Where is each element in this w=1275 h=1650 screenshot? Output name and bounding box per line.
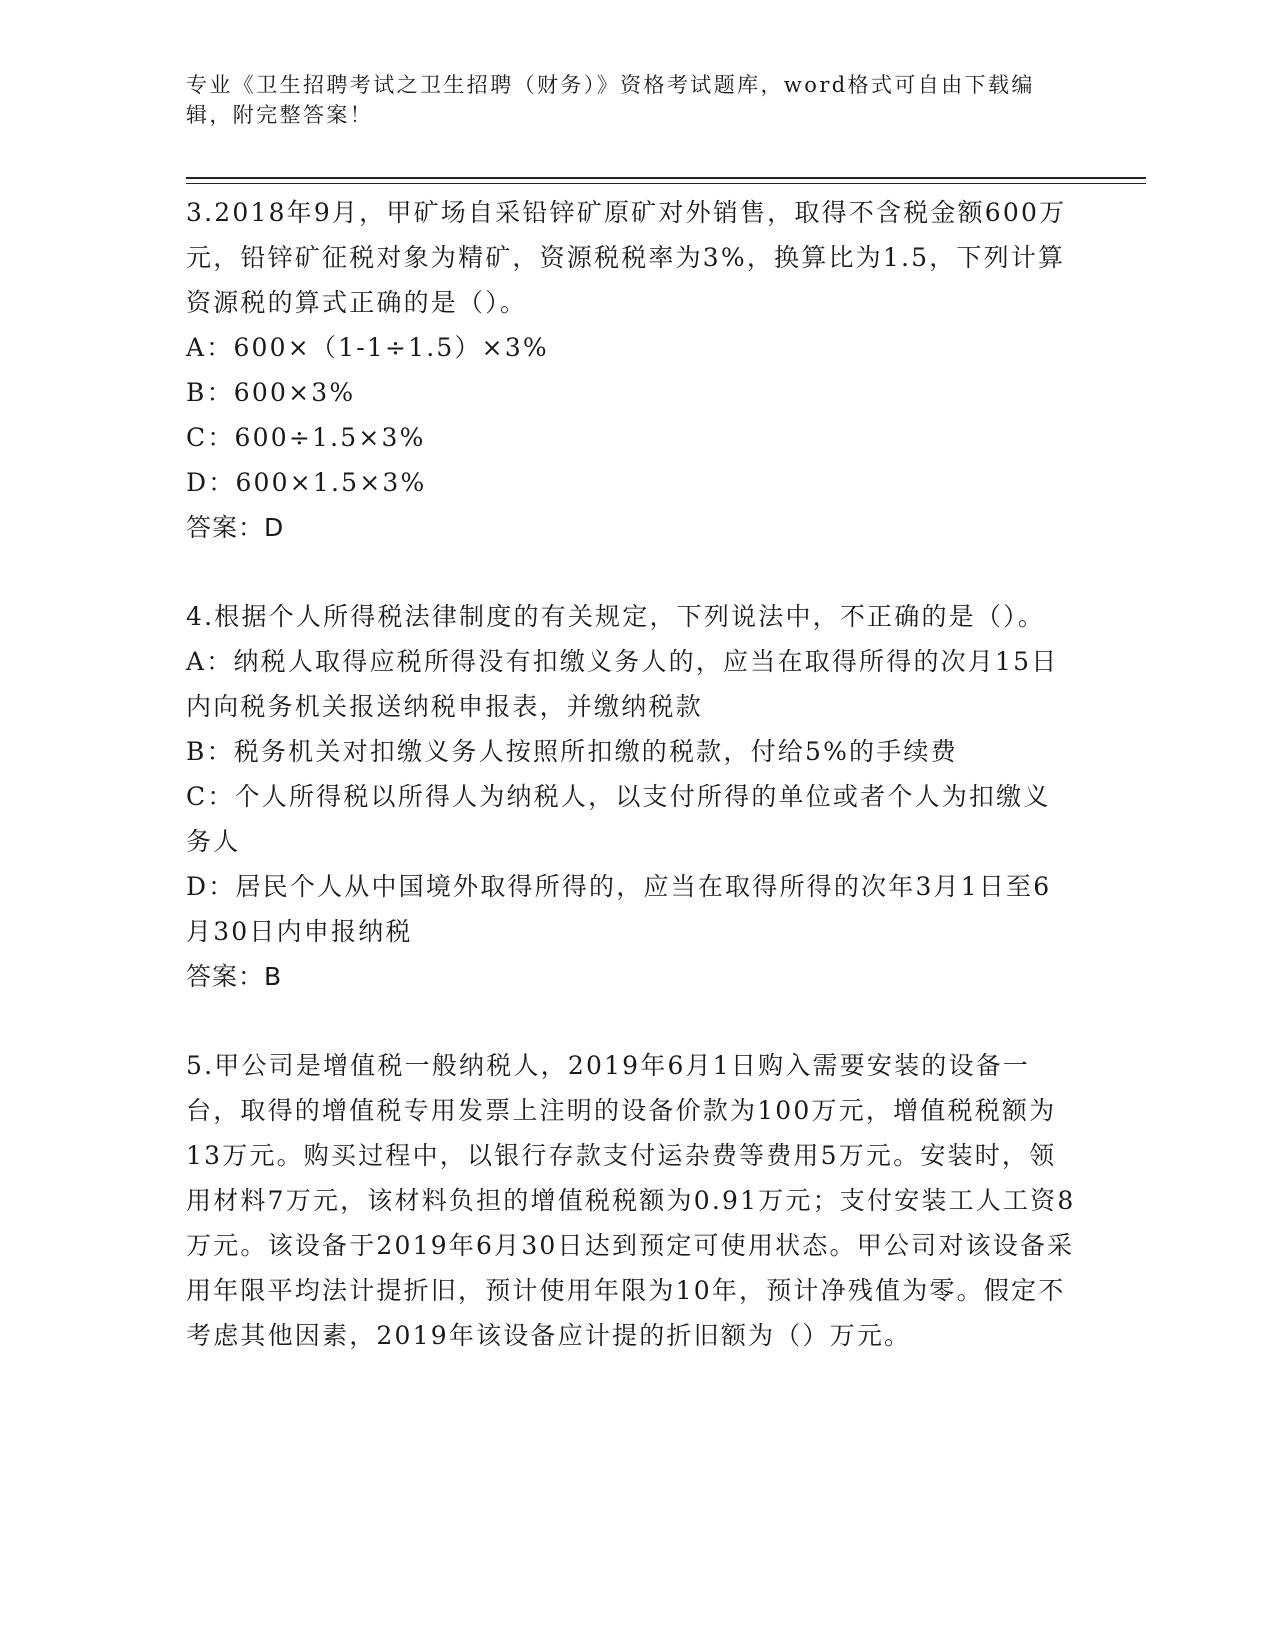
question-list (186, 190, 1076, 1402)
question-3 (186, 190, 1076, 550)
question-4 (186, 594, 1076, 999)
option-d: D：600×1.5×3% (186, 468, 427, 497)
question-stem: 3.2018年9月，甲矿场自采铅锌矿原矿对外销售，取得不含税金额600万元，铅锌矿征税对象为精矿，资源税税率为3%，换算比为1.5，下列计算资源税的算式正确的是（）。 (186, 198, 1067, 317)
header-title: 专业《卫生招聘考试之卫生招聘（财务）》资格考试题库，word格式可自由下载编辑，附完整答案！ (186, 73, 1035, 127)
header-divider-thin (186, 183, 1146, 184)
question-stem: 4.根据个人所得税法律制度的有关规定，下列说法中，不正确的是（）。 (186, 602, 1045, 631)
header-divider-thick (186, 177, 1146, 179)
document-header (186, 70, 1146, 130)
option-a: A：纳税人取得应税所得没有扣缴义务人的，应当在取得所得的次月15日内向税务机关报送纳税申报表，并缴纳税款 (186, 647, 1059, 721)
option-b: B：税务机关对扣缴义务人按照所扣缴的税款，付给5%的手续费 (186, 737, 958, 766)
answer-label: 答案：B (186, 962, 283, 991)
question-5 (186, 1043, 1076, 1358)
answer-label: 答案：D (186, 513, 285, 542)
option-c: C：600÷1.5×3% (186, 423, 426, 452)
option-c: C：个人所得税以所得人为纳税人，以支付所得的单位或者个人为扣缴义务人 (186, 782, 1051, 856)
option-a: A：600×（1-1÷1.5）×3% (186, 333, 549, 362)
option-d: D：居民个人从中国境外取得所得的，应当在取得所得的次年3月1日至6月30日内申报纳税 (186, 872, 1052, 946)
question-stem: 5.甲公司是增值税一般纳税人，2019年6月1日购入需要安装的设备一台，取得的增值税专用发票上注明的设备价款为100万元，增值税税额为13万元。购买过程中，以银行存款支付运杂费等费用5万元。安装时，领用材料7万元，该材料负担的增值税税额为0.91万元；支付安装工人工资8万元。该设备于2019年6月30日达到预定可使用状态。甲公司对该设备采用年限平均法计提折旧，预计使用年限为10年，预计净残值为零。假定不考虑其他因素，2019年该设备应计提的折旧额为（）万元。 (186, 1051, 1076, 1350)
option-b: B：600×3% (186, 378, 356, 407)
